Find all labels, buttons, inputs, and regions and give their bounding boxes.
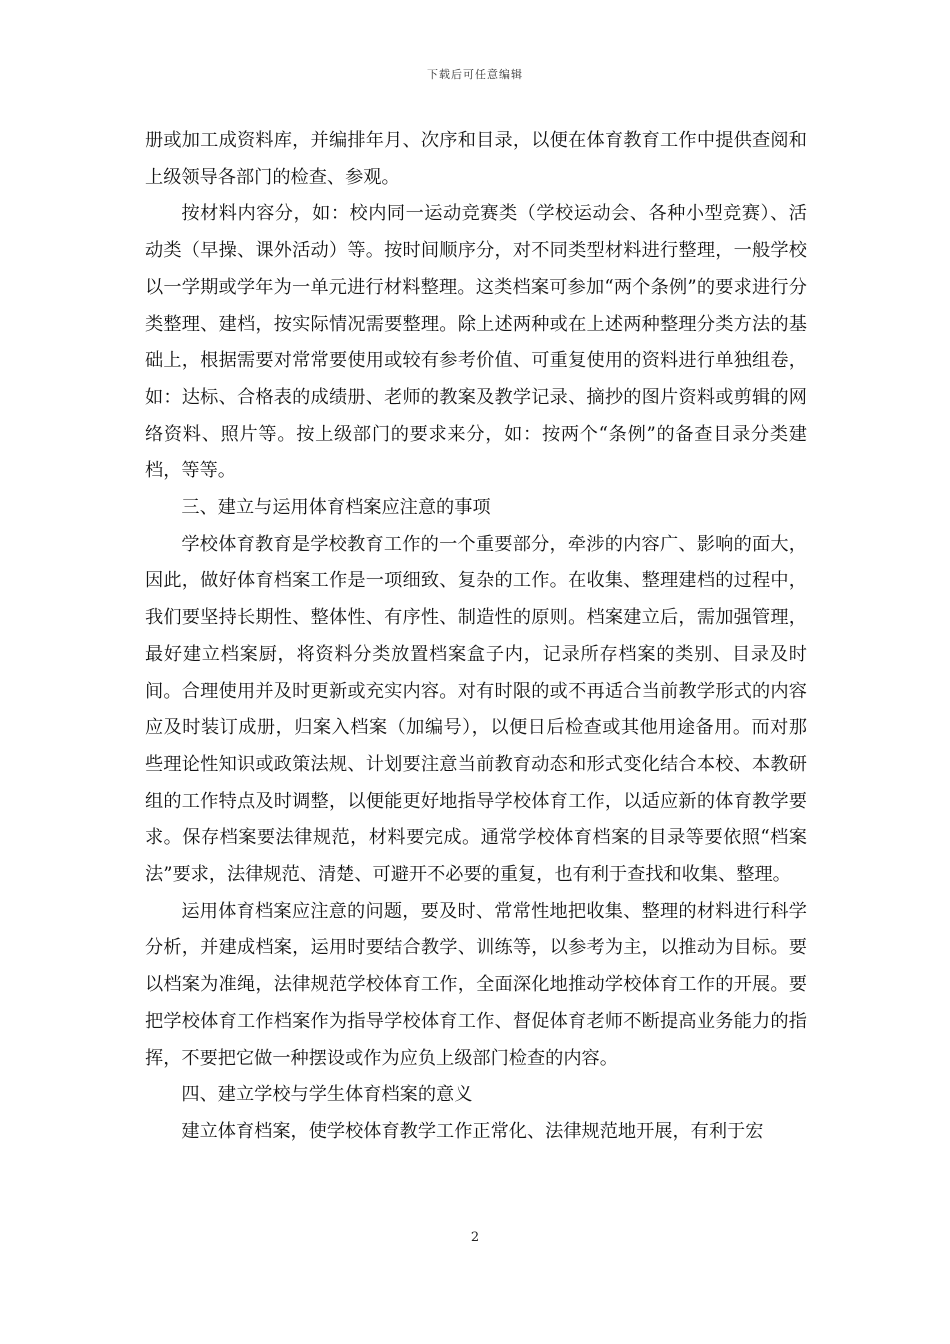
section-heading-4: 四、建立学校与学生体育档案的意义 xyxy=(181,1084,473,1106)
paragraph-continued: 册或加工成资料库，并编排年月、次序和目录，以便在体育教育工作中提供查阅和上级领导各部门的检查、参观。 xyxy=(145,130,807,188)
page-header-note: 下载后可任意编辑 xyxy=(427,68,523,81)
paragraph-archive-usage: 运用体育档案应注意的问题，要及时、常常性地把收集、整理的材料进行科学分析，并建成档案，运用时要结合教学、训练等，以参考为主，以推动为目标。要以档案为准绳，法律规范学校体育工作，全面深化地推动学校体育工作的开展。要把学校体育工作档案作为指导学校体育工作、督促体育老师不断提高业务能力的指挥，不要把它做一种摆设或作为应负上级部门检查的内容。 xyxy=(145,900,807,1069)
paragraph-archive-management: 学校体育教育是学校教育工作的一个重要部分，牵涉的内容广、影响的面大，因此，做好体育档案工作是一项细致、复杂的工作。在收集、整理建档的过程中，我们要坚持长期性、整体性、有序性、制造性的原则。档案建立后，需加强管理，最好建立档案厨，将资料分类放置档案盒子内，记录所存档案的类别、目录及时间。合理使用并及时更新或充实内容。对有时限的或不再适合当前教学形式的内容应及时装订成册，归案入档案（加编号），以便日后检查或其他用途备用。而对那些理论性知识或政策法规、计划要注意当前教育动态和形式变化结合本校、本教研组的工作特点及时调整，以便能更好地指导学校体育工作，以适应新的体育教学要求。保存档案要法律规范，材料要完成。通常学校体育档案的目录等要依照“档案法”要求，法律规范、清楚、可避开不必要的重复，也有利于查找和收集、整理。 xyxy=(145,533,807,886)
paragraph-classification: 按材料内容分，如：校内同一运动竞赛类（学校运动会、各种小型竞赛）、活动类（早操、课外活动）等。按时间顺序分，对不同类型材料进行整理，一般学校以一学期或学年为一单元进行材料整理。这类档案可参加“两个条例”的要求进行分类整理、建档，按实际情况需要整理。除上述两种或在上述两种整理分类方法的基础上，根据需要对常常要使用或较有参考价值、可重复使用的资料进行单独组卷，如：达标、合格表的成绩册、老师的教案及教学记录、摘抄的图片资料或剪辑的网络资料、照片等。按上级部门的要求来分，如：按两个“条例”的备查目录分类建档，等等。 xyxy=(145,203,807,482)
paragraph-significance: 建立体育档案，使学校体育教学工作正常化、法律规范地开展，有利于宏 xyxy=(181,1120,764,1142)
section-heading-3: 三、建立与运用体育档案应注意的事项 xyxy=(181,497,491,519)
page-number: 2 xyxy=(470,1230,480,1245)
document-body xyxy=(145,123,807,1151)
